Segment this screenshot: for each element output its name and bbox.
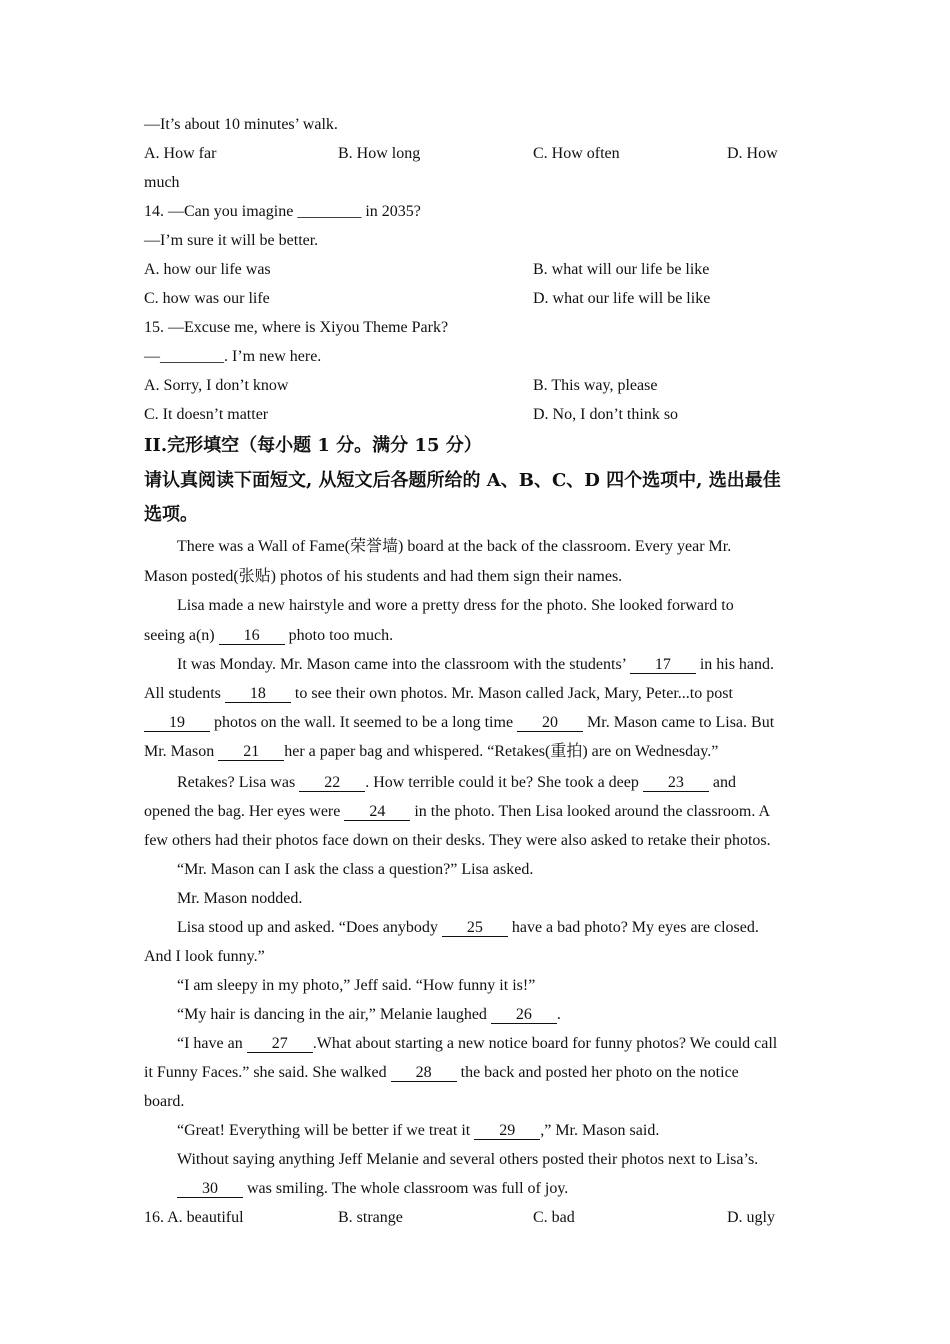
text-run: Retakes? Lisa was <box>177 774 300 791</box>
q15-option-d: D. No, I don’t think so <box>533 406 679 423</box>
q14-stem-part: 14. —Can you imagine <box>144 203 298 220</box>
text-run: her a paper bag and whispered. “Retakes(重拍) are on Wednesday.” <box>284 743 719 760</box>
passage-line: board. <box>144 1093 185 1110</box>
passage-line <box>144 742 718 762</box>
section-instruction-wrap: 选项。 <box>144 504 198 525</box>
text-run: to see their own photos. Mr. Mason called Jack, Mary, Peter...to post <box>290 685 733 702</box>
text-run: photos on the wall. It seemed to be a long time <box>210 714 518 731</box>
text-run: photo too much. <box>284 627 394 644</box>
blank-18: 18 <box>225 686 291 703</box>
passage-line <box>177 655 774 675</box>
blank-28: 28 <box>391 1065 457 1082</box>
passage-line: Without saying anything Jeff Melanie and several others posted their photos next to Lisa’s. <box>177 1151 759 1168</box>
passage-line: And I look funny.” <box>144 948 265 965</box>
passage-line <box>144 684 733 704</box>
text-run: “My hair is dancing in the air,” Melanie laughed <box>177 1006 491 1023</box>
text-run: was smiling. The whole classroom was full of joy. <box>243 1180 569 1197</box>
q14-option-d: D. what our life will be like <box>533 290 711 307</box>
passage-line <box>177 1121 659 1141</box>
text-run: Mr. Mason <box>144 743 219 760</box>
text-run: Lisa stood up and asked. “Does anybody <box>177 919 442 936</box>
text-run: It was Monday. Mr. Mason came into the classroom with the students’ <box>177 656 630 673</box>
text-run: opened the bag. Her eyes were <box>144 803 345 820</box>
passage-line <box>177 918 759 938</box>
section-heading: II.完形填空（每小题 1 分。满分 15 分） <box>144 435 482 456</box>
text-run: seeing a(n) <box>144 627 219 644</box>
q14-blank: ________ <box>297 203 362 220</box>
q16-option-a: 16. A. beautiful <box>144 1209 244 1226</box>
passage-line <box>144 1063 739 1083</box>
q13-option-a: A. How far <box>144 145 217 162</box>
text-run: ,” Mr. Mason said. <box>540 1122 660 1139</box>
q13-option-d: D. How <box>727 145 778 162</box>
text-run: the back and posted her photo on the notice <box>456 1064 739 1081</box>
q13-answer: —It’s about 10 minutes’ walk. <box>144 116 338 133</box>
text-run: .What about starting a new notice board for funny photos? We could call <box>312 1035 778 1052</box>
blank-26: 26 <box>491 1007 557 1024</box>
text-run: in the photo. Then Lisa looked around the classroom. A <box>410 803 770 820</box>
q14-option-c: C. how was our life <box>144 290 270 307</box>
blank-22: 22 <box>299 775 365 792</box>
blank-23: 23 <box>643 775 709 792</box>
blank-24: 24 <box>344 804 410 821</box>
passage-line <box>144 802 770 822</box>
blank-17: 17 <box>630 657 696 674</box>
blank-29: 29 <box>474 1123 540 1140</box>
passage-line: “Mr. Mason can I ask the class a question?” Lisa asked. <box>177 861 534 878</box>
passage-line: few others had their photos face down on their desks. They were also asked to retake their photos. <box>144 832 771 849</box>
blank-30: 30 <box>177 1181 243 1198</box>
q15-option-a: A. Sorry, I don’t know <box>144 377 289 394</box>
q16-option-d: D. ugly <box>727 1209 775 1226</box>
text-run: . How terrible could it be? She took a deep <box>365 774 643 791</box>
text-run: . <box>556 1006 561 1023</box>
text-run: have a bad photo? My eyes are closed. <box>507 919 759 936</box>
q14-stem <box>144 202 421 222</box>
text-run: and <box>708 774 736 791</box>
blank-19: 19 <box>144 715 210 732</box>
passage-line: Mason posted(张贴) photos of his students and had them sign their names. <box>144 568 623 585</box>
q14-option-a: A. how our life was <box>144 261 271 278</box>
text-run: Mr. Mason came to Lisa. But <box>583 714 775 731</box>
blank-16: 16 <box>219 628 285 645</box>
passage-line: Lisa made a new hairstyle and wore a pretty dress for the photo. She looked forward to <box>177 597 734 614</box>
passage-line <box>177 1179 568 1199</box>
passage-line: “I am sleepy in my photo,” Jeff said. “How funny it is!” <box>177 977 536 994</box>
q15-stem: 15. —Excuse me, where is Xiyou Theme Park? <box>144 319 449 336</box>
q13-option-d-wrap: much <box>144 174 180 191</box>
q15-option-c: C. It doesn’t matter <box>144 406 269 423</box>
q14-option-b: B. what will our life be like <box>533 261 710 278</box>
q13-option-b: B. How long <box>338 145 421 162</box>
q15-option-b: B. This way, please <box>533 377 658 394</box>
q16-option-c: C. bad <box>533 1209 575 1226</box>
passage-line <box>177 1034 777 1054</box>
text-run: in his hand. <box>695 656 775 673</box>
text-run: it Funny Faces.” she said. She walked <box>144 1064 391 1081</box>
text-run: “Great! Everything will be better if we treat it <box>177 1122 475 1139</box>
text-run: All students <box>144 685 225 702</box>
section-instruction: 请认真阅读下面短文, 从短文后各题所给的 A、B、C、D 四个选项中, 选出最佳 <box>144 470 781 491</box>
passage-line <box>144 713 774 733</box>
text-run: “I have an <box>177 1035 247 1052</box>
passage-line: Mr. Mason nodded. <box>177 890 303 907</box>
q14-stem-part: in 2035? <box>361 203 421 220</box>
blank-25: 25 <box>442 920 508 937</box>
passage-line <box>177 1005 561 1025</box>
blank-20: 20 <box>517 715 583 732</box>
passage-line <box>144 626 393 646</box>
blank-27: 27 <box>247 1036 313 1053</box>
blank-21: 21 <box>218 744 284 761</box>
passage-line <box>177 773 736 793</box>
q13-option-c: C. How often <box>533 145 620 162</box>
q16-option-b: B. strange <box>338 1209 403 1226</box>
passage-line: There was a Wall of Fame(荣誉墙) board at the back of the classroom. Every year Mr. <box>177 538 732 555</box>
q14-answer: —I’m sure it will be better. <box>144 232 319 249</box>
q15-answer: —________. I’m new here. <box>144 348 322 365</box>
